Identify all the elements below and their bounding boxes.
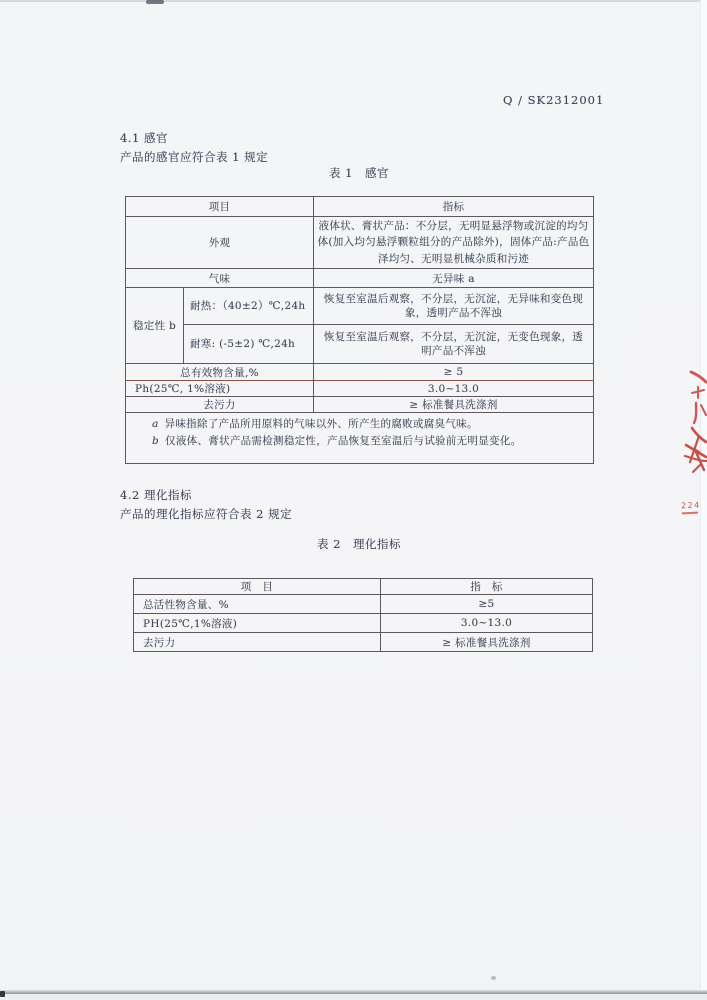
spec-cell: ≥5 <box>381 595 593 614</box>
spec-cell: 无异味 a <box>314 269 594 288</box>
scan-top-edge <box>0 0 707 2</box>
item-cell: 总有效物含量,% <box>126 364 314 381</box>
table-2-caption: 表 2 理化指标 <box>317 537 401 551</box>
section-4-1-body: 产品的感官应符合表 1 规定 <box>120 150 269 164</box>
subitem-cell-cold: 耐寒: (-5±2) ℃,24h <box>184 325 314 364</box>
item-cell: 去污力 <box>134 633 381 652</box>
scan-bottom-background <box>0 994 707 1000</box>
table-row-stability-cold <box>126 325 594 364</box>
item-cell: PH(25℃,1%溶液) <box>134 614 381 633</box>
table-row-appearance <box>126 217 594 269</box>
item-cell: 气味 <box>126 269 314 288</box>
table2-col-item: 项 目 <box>134 579 381 595</box>
table-footnote-row <box>126 413 594 464</box>
spec-cell: ≥ 5 <box>314 364 594 381</box>
table-row-stability-heat <box>126 288 594 325</box>
table-row-odor <box>126 269 594 288</box>
footnote-b-marker: b <box>152 435 160 447</box>
spec-cell: 3.0~13.0 <box>314 381 594 397</box>
footnote-a-marker: a <box>152 418 159 430</box>
spec-cell: ≥ 标准餐具洗涤剂 <box>314 397 594 413</box>
table-1-sensory <box>125 196 594 464</box>
table-1-caption: 表 1 感官 <box>329 166 389 180</box>
item-cell: 去污力 <box>126 397 314 413</box>
table1-col-item: 项目 <box>126 197 314 217</box>
section-4-2-body: 产品的理化指标应符合表 2 规定 <box>120 507 293 521</box>
item-cell: 总活性物含量、% <box>134 595 381 614</box>
table-row-detergency <box>126 397 594 413</box>
scan-speck <box>491 976 496 980</box>
table-header-row <box>126 197 594 217</box>
section-4-2-heading: 4.2 理化指标 <box>120 488 192 502</box>
subitem-cell-heat: 耐热：（40±2）℃,24h <box>184 288 314 325</box>
section-4-1-heading: 4.1 感官 <box>120 131 168 145</box>
document-code: Q / SK2312001 <box>503 93 605 107</box>
table2-col-spec: 指 标 <box>381 579 593 595</box>
table-row-ph <box>134 614 593 633</box>
scan-corner-speck <box>0 991 5 997</box>
red-margin-digits: 224 <box>680 500 701 511</box>
footnote-b-text: 仅液体、膏状产品需检测稳定性，产品恢复至室温后与试验前无明显变化。 <box>165 435 522 447</box>
table1-col-spec: 指标 <box>314 197 594 217</box>
item-cell: Ph(25℃, 1%溶液) <box>126 381 314 397</box>
item-cell: 外观 <box>126 217 314 269</box>
table-row-ph <box>126 381 594 397</box>
footnote-b <box>152 434 587 449</box>
table-row-detergency <box>134 633 593 652</box>
table-row-active-content <box>126 364 594 381</box>
table-header-row <box>134 579 593 595</box>
footnote-a <box>152 417 587 432</box>
footnote-a-text: 异味指除了产品所用原料的气味以外、所产生的腐败或腐臭气味。 <box>164 418 478 430</box>
item-cell-stability: 稳定性 b <box>126 288 184 364</box>
spec-cell: 液体状、膏状产品：不分层，无明显悬浮物或沉淀的均匀体(加入均匀悬浮颗粒组分的产品除外)，固体产品:产品色泽均匀、无明显机械杂质和污迹 <box>314 217 594 269</box>
spec-cell: 恢复至室温后观察，不分层，无沉淀，无变色现象，透明产品不浑浊 <box>314 325 594 364</box>
footnote-cell <box>126 413 594 464</box>
table-2-physicochemical <box>133 578 593 652</box>
red-margin-underline <box>682 512 698 515</box>
table-row-active-content <box>134 595 593 614</box>
spec-cell: ≥ 标准餐具洗涤剂 <box>381 633 593 652</box>
spec-cell: 恢复至室温后观察，不分层，无沉淀，无异味和变色现象，透明产品不浑浊 <box>314 288 594 325</box>
scan-top-smudge <box>146 0 164 4</box>
page-right-edge <box>700 0 707 1000</box>
spec-cell: 3.0~13.0 <box>381 614 593 633</box>
